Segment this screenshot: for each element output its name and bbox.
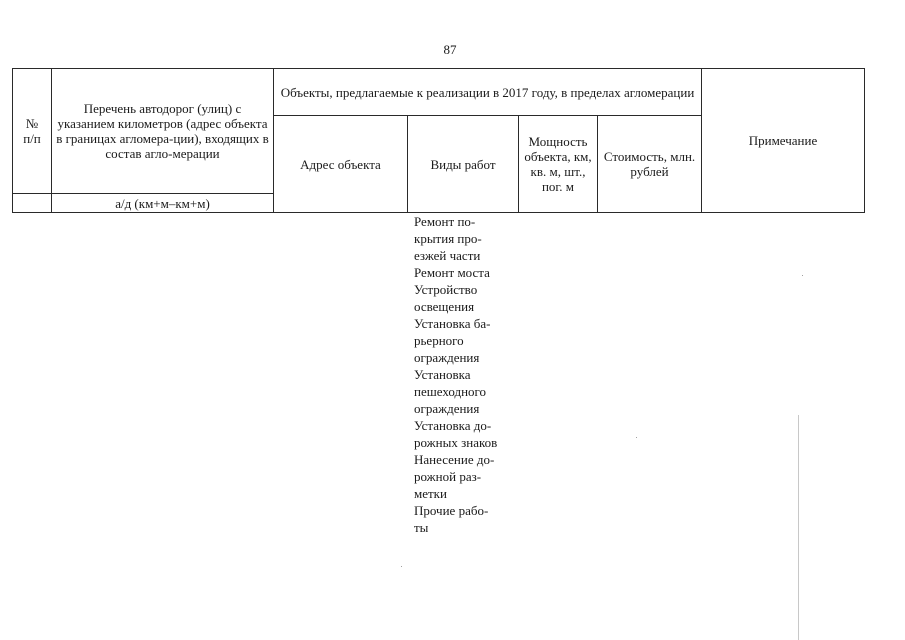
work-types-list (414, 213, 524, 536)
work-item: ограждения (414, 350, 480, 365)
col-note-header: Примечание (702, 69, 865, 213)
work-item: Нанесение до- (414, 452, 495, 467)
number-cell-empty (13, 194, 52, 213)
col-road-list-header: Перечень автодорог (улиц) с указанием километров (адрес объекта в границах агломера-ции), входящих в состав агло-мерации (52, 69, 274, 194)
col-address-header: Адрес объекта (274, 116, 408, 213)
work-item: крытия про- (414, 231, 482, 246)
work-item: Установка (414, 367, 471, 382)
work-item: метки (414, 486, 447, 501)
work-item: ты (414, 520, 429, 535)
objects-group-header: Объекты, предлагаемые к реализации в 2017 году, в пределах агломерации (274, 69, 702, 116)
col-capacity-header: Мощность объекта, км, кв. м, шт., пог. м (519, 116, 598, 213)
work-item: пешеходного (414, 384, 487, 399)
work-item: рожной раз- (414, 469, 482, 484)
work-item: Устройство (414, 282, 478, 297)
work-item: Прочие рабо- (414, 503, 489, 518)
page-number: 87 (443, 42, 457, 57)
work-item: Установка ба- (414, 316, 491, 331)
scan-speck (401, 566, 402, 567)
work-item: освещения (414, 299, 475, 314)
work-item: рьерного (414, 333, 464, 348)
work-item: езжей части (414, 248, 481, 263)
road-format-cell: а/д (км+м–км+м) (52, 194, 274, 213)
scan-speck (636, 437, 637, 438)
scan-artifact-line (798, 415, 799, 640)
col-cost-header: Стоимость, млн. рублей (598, 116, 702, 213)
work-item: Установка до- (414, 418, 492, 433)
col-number-header: № п/п (13, 69, 52, 194)
work-item: Ремонт моста (414, 265, 490, 280)
work-item: ограждения (414, 401, 480, 416)
header-table (12, 68, 865, 213)
work-item: рожных знаков (414, 435, 498, 450)
scan-speck (802, 275, 803, 276)
col-work-types-header: Виды работ (408, 116, 519, 213)
work-item: Ремонт по- (414, 214, 476, 229)
